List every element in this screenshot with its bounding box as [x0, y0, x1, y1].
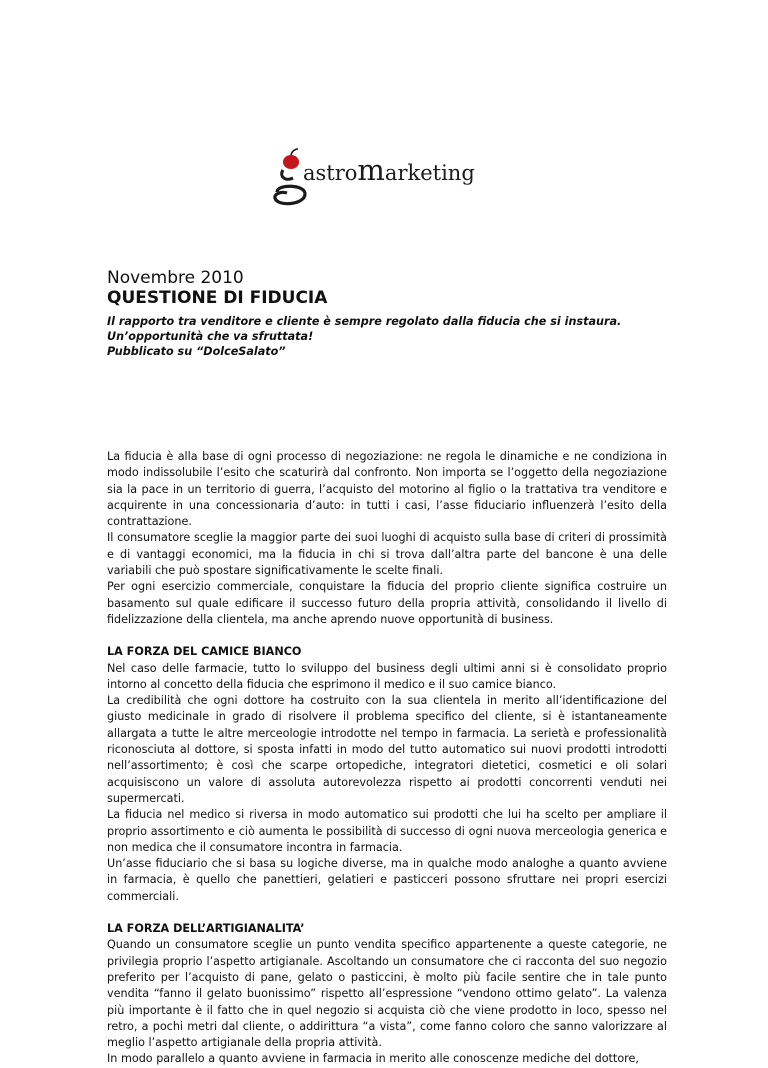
section-paragraph: In modo parallelo a quanto avviene in farmacia in merito alle conoscenze mediche del dottore, [107, 1052, 639, 1066]
intro-paragraph: Il consumatore sceglie la maggior parte dei suoi luoghi di acquisto sulla base di criteri di prossimità e di vantaggi economici, ma la fiducia in chi si trova dall’altra parte del bancone è una delle variabili che può spostare significativamente le scelte finali. [107, 531, 667, 578]
article-title: QUESTIONE DI FIDUCIA [107, 288, 328, 308]
logo-text: astromarketing [303, 153, 475, 187]
article-header [107, 268, 667, 359]
section-heading: LA FORZA DELL’ARTIGIANALITA’ [107, 922, 305, 936]
section-paragraph: La fiducia nel medico si riversa in modo automatico sui prodotti che lui ha scelto per ampliare il proprio assortimento e ciò aumenta le possibilità di successo di ogni nuova merceologia generica e non medica che il consumatore incontra in farmacia. [107, 808, 667, 854]
section-paragraph: Nel caso delle farmacie, tutto lo sviluppo del business degli ultimi anni si è consolidato proprio intorno al concetto della fiducia che esprimono il medico e il suo camice bianco. [107, 661, 667, 691]
subtitle-line: Il rapporto tra venditore e cliente è sempre regolato dalla fiducia che si instaura. [107, 315, 622, 328]
intro-paragraph: La fiducia è alla base di ogni processo di negoziazione: ne regola le dinamiche e ne condiziona in modo indissolubile l’esito che scaturirà dal confronto. Non importa se l’oggetto della negoziazione sia la pace in un territorio di guerra, l’acquisto del motorino al figlio o la trattativa tra venditore e acquirente in una concessionaria d’auto: in tutti i casi, l’asse fiduciario influenzerà l’esito della contrattazione. [107, 450, 667, 529]
article-body [107, 449, 667, 1068]
gastromarketing-logo [267, 148, 507, 210]
subtitle-line: Pubblicato su “DolceSalato” [107, 345, 286, 358]
subtitle-line: Un’opportunità che va sfruttata! [107, 330, 314, 343]
apple-g-logo-icon [267, 148, 507, 210]
section-paragraph: La credibilità che ogni dottore ha costruito con la sua clientela in merito all’identificazione del giusto medicinale in grado di risolvere il problema specifico del cliente, si è istantaneamente allargata a tutte le altre merceologie introdotte nel tempo in farmacia. La serietà e professionalità riconosciuta al dottore, si sposta infatti in modo del tutto automatico sui nuovi prodotti introdotti nell’assortimento; è così che scarpe ortopediche, integratori dietetici, cosmetici e oli solari acquisiscono un valore di assoluta autorevolezza rispetto ai prodotti concorrenti venduti nei supermercati. [107, 694, 667, 805]
section-paragraph: Quando un consumatore sceglie un punto vendita specifico appartenente a queste categorie, ne privilegia proprio l’aspetto artigianale. Ascoltando un consumatore che ci racconta del suo negozio preferito per l’acquisto di pane, gelato o pasticcini, è molto più facile sentire che in tale punto vendita “fanno il gelato buonissimo” rispetto all’espressione “vendono ottimo gelato”. La valenza più importante è il fatto che in quel negozio si acquista ciò che viene prodotto in loco, spesso nel retro, a pochi metri dal cliente, o addirittura “a vista”, come fanno coloro che sanno valorizzare al meglio l’aspetto artigianale della propria attività. [107, 938, 667, 1050]
intro-paragraph: Per ogni esercizio commerciale, conquistare la fiducia del proprio cliente significa costruire un basamento sul quale edificare il successo futuro della propria attività, consolidando il livello di fidelizzazione della clientela, ma anche aprendo nuove opportunità di business. [107, 580, 667, 626]
section-heading: LA FORZA DEL CAMICE BIANCO [107, 645, 302, 659]
article-date: Novembre 2010 [107, 268, 244, 288]
section-paragraph: Un’asse fiduciario che si basa su logiche diverse, ma in qualche modo analoghe a quanto avviene in farmacia, è quello che panettieri, gelatieri e pasticceri possono sfruttare nei propri esercizi commerciali. [107, 857, 667, 903]
